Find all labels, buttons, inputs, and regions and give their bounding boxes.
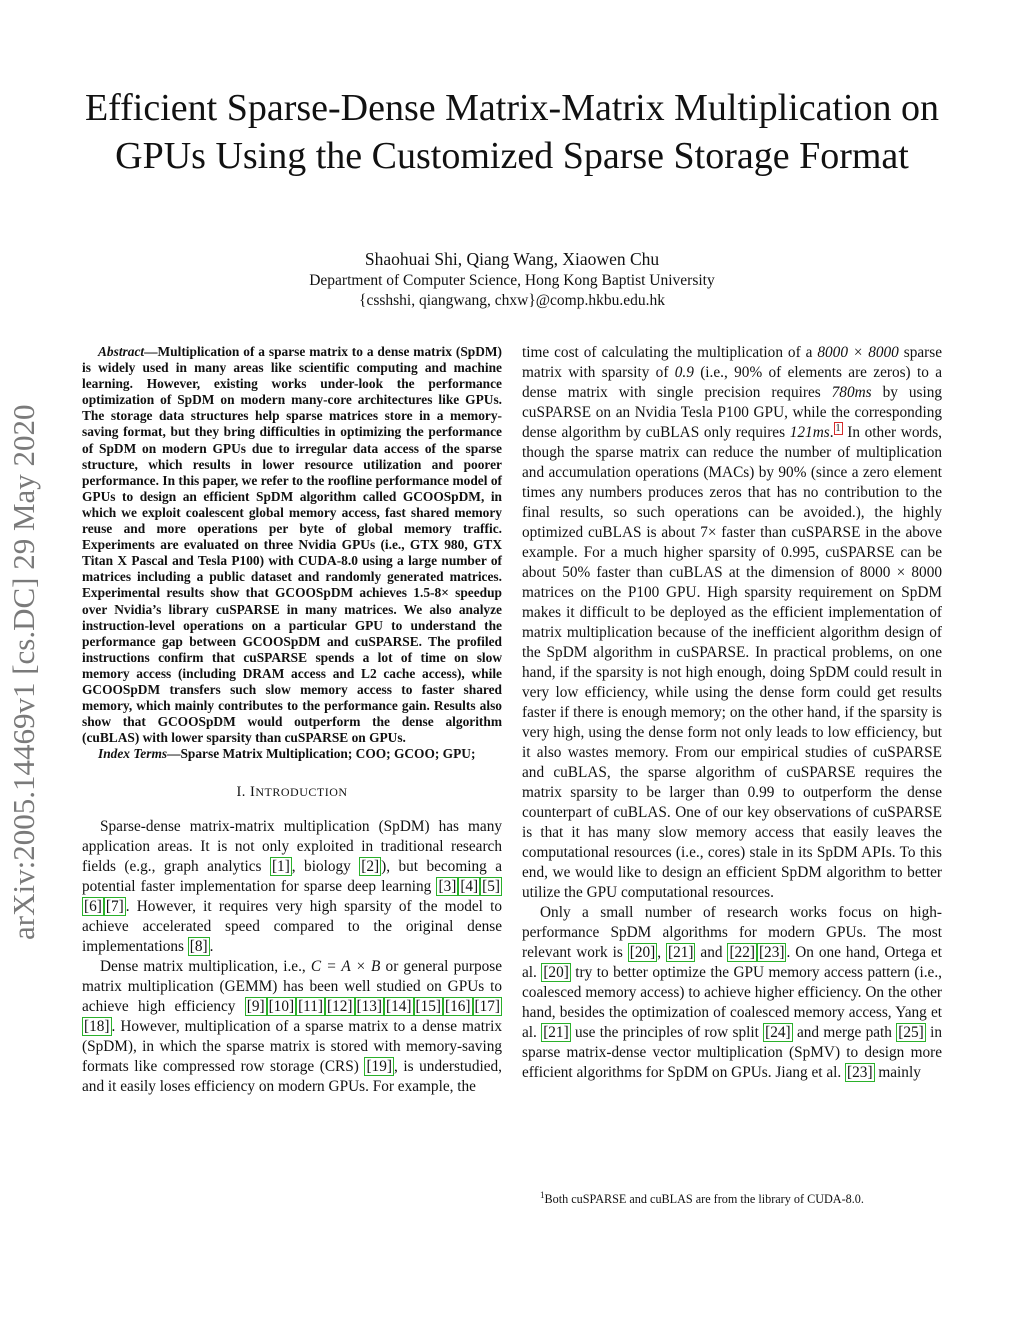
citation-link[interactable]: [14] [386,998,412,1016]
arxiv-identifier-stamp: arXiv:2005.14469v1 [cs.DC] 29 May 2020 [6,404,41,940]
text-run: and [695,944,728,961]
math-expression: 780ms [831,384,872,401]
text-run: , is understudied, and it easily loses efficiency on modern GPUs. For example, the [82,1058,502,1096]
citation-link[interactable]: [20] [543,964,569,981]
section-first-letter: I [250,784,256,801]
citation-link[interactable]: [23] [758,944,785,961]
text-run: Only a small number of research works focus on high-performance SpDM algorithms for modern GPUs. The most relevant work is [522,904,942,961]
citation-link[interactable]: [7] [105,898,124,916]
section-title-rest: NTRODUCTION [255,785,348,800]
citation-link[interactable]: [5] [482,878,500,896]
text-run: mainly [874,1064,921,1081]
affiliation: Department of Computer Science, Hong Kong Baptist University [309,272,715,289]
text-run: use the principles of row split [570,1024,764,1041]
text-run: faster than cuSPARSE in the above example. For a much higher sparsity of [522,524,942,561]
text-run: In other words, though the sparse matrix can reduce the number of multiplication and accumulation operations (MACs) by [522,424,942,481]
abstract [82,344,502,746]
text-run: . [209,938,214,956]
citation-link[interactable]: [20] [629,944,656,961]
intro-paragraph-4 [522,903,942,1083]
text-run: matrices on the P100 GPU. High sparsity requirement on SpDM makes it difficult to be deployed as the efficient implementation of matrix multiplication because of the inefficient algorithm design of the SpDM algorithm in cuSPARSE. In practical problems, on one hand, if the sparsity is not high enough, doing SpDM could result in very low efficiency, while using the dense form could get results faster if there is enough memory; on the other hand, if the sparsity is very high, using the dense form not only leads to low efficiency, but it also wastes memory. From our empirical studies of cuSPARSE and cuBLAS, the sparse algorithm of cuSPARSE requires the matrix sparsity to be larger than [522,584,942,801]
citation-link[interactable]: [9] [246,998,265,1016]
citation-link[interactable]: [13] [356,998,382,1016]
text-run: and merge path [792,1024,897,1041]
citation-link[interactable]: [24] [765,1024,791,1041]
text-run: faster than cuBLAS at the dimension of [590,564,860,581]
citation-link[interactable]: [4] [460,878,479,896]
math-expression: 8000 × 8000 [817,344,899,361]
text-run: try to better optimize the GPU memory access pattern (i.e., coalesced memory access) to achieve higher efficiency. On the other hand, besides the optimization of coalesced memory access, Yang et al. [522,964,942,1041]
text-run: . However, multiplication of a sparse matrix to a dense matrix (SpDM), in which the sparse matrix is stored with memory-saving formats like compressed row storage (CRS) [82,1018,502,1076]
citation-link[interactable]: [3] [438,878,457,896]
citation-link[interactable]: [19] [366,1058,392,1076]
citation-link[interactable]: [23] [847,1064,873,1081]
author-list: Shaohuai Shi, Qiang Wang, Xiaowen Chu [364,249,660,269]
text-run: or general purpose matrix multiplication (GEMM) has been well studied on GPUs to achieve high efficiency [82,958,502,1016]
text-run: . However, it requires very high sparsity of the model to achieve accelerated speed compared to the original dense implementations [82,898,502,956]
math-expression: 90% [778,464,807,481]
citation-link[interactable]: [10] [268,998,295,1016]
citation-link[interactable]: [2] [361,858,380,876]
index-terms [82,746,502,762]
left-column [82,344,502,1097]
footnote-text: Both cuSPARSE and cuBLAS are from the library of CUDA-8.0. [544,1192,864,1207]
math-expression: 7× [700,524,717,541]
citation-link[interactable]: [17] [474,998,500,1016]
math-expression: 0.9 [674,364,694,381]
intro-paragraph-1 [82,817,502,957]
footnote-mark: 1 [540,1190,545,1200]
citation-link[interactable]: [18] [84,1018,110,1036]
text-run: Dense matrix multiplication, i.e., [100,958,311,976]
paper-title: Efficient Sparse-Dense Matrix-Matrix Multiplication on GPUs Using the Customized Sparse Storage Format [84,87,940,177]
citation-link[interactable]: [21] [543,1024,569,1041]
text-run: (i.e., [693,364,735,381]
text-run: by using cuSPARSE on an Nvidia Tesla P100 GPU, while the corresponding dense algorithm by cuBLAS only requires [522,384,942,441]
citation-link[interactable]: [1] [271,858,290,876]
text-run: to outperform the dense counterpart of cuBLAS. One of our key observations of cuSPARSE is that it has many slow memory access that easily leaves the computational resources (i.e., cores) stale in its SpDM APIs. To this end, we would like to design an efficient SpDM algorithm to better utilize the GPU computational resources. [522,784,942,901]
author-emails: {csshshi, qiangwang, chxw}@comp.hkbu.edu.hk [359,292,665,309]
abstract-text: —Multiplication of a sparse matrix to a dense matrix (SpDM) is widely used in many areas like scientific computing and machine learning. However, existing works under-look the performance optimization of SpDM on modern many-core architectures like GPUs. The storage data structures help sparse matrices store in a memory-saving format, but they bring difficulties in optimizing the performance of SpDM on modern GPUs due to irregular data access of the sparse structure, which results in lower resource utilization and poorer performance. In this paper, we refer to the roofline performance model of GPUs to design an efficient SpDM algorithm called GCOOSpDM, in which we exploit coalescent global memory access, fast shared memory reuse and more operations per byte of global memory traffic. Experiments are evaluated on three Nvidia GPUs (i.e., GTX 980, GTX Titan X Pascal and Tesla P100) with CUDA-8.0 using a large number of matrices including a public dataset and randomly generated matrices. Experimental results show that GCOOSpDM achieves 1.5-8× speedup over Nvidia’s library cuSPARSE in many matrices. We also analyze instruction-level operations on a particular GPU to understand the performance gap between GCOOSpDM and cuSPARSE. The profiled instructions confirm that cuSPARSE spends a lot of time on slow memory access (including DRAM access and L2 cache access), while GCOOSpDM transfers such slow memory access to faster shared memory, which mainly contributes to the performance gain. Results also show that GCOOSpDM would outperform the dense algorithm (cuBLAS) with lower sparsity than cuSPARSE on GPUs. [82,344,502,746]
intro-paragraph-3 [522,343,942,903]
math-expression: 8000 × 8000 [859,564,943,581]
index-terms-label: Index Terms [98,746,168,762]
text-run: ), but becoming a potential faster implementation for sparse deep learning [82,858,502,896]
math-expression: 0.995 [780,544,816,561]
math-expression: 121ms [789,424,830,441]
text-run: (since a zero element times any numbers produces zeros that has no contribution to the final results, so such operations can be avoided.), the highly optimized cuBLAS is about [522,464,942,541]
text-run: . [829,424,834,441]
intro-paragraph-2 [82,957,502,1097]
abstract-label: Abstract [98,344,145,359]
text-run: , cuSPARSE can be about [522,544,942,581]
citation-link[interactable]: [12] [327,998,353,1016]
text-run: , [657,944,666,961]
right-column [522,343,942,1083]
citation-link[interactable]: [15] [415,998,441,1016]
citation-link[interactable]: [22] [729,944,755,961]
index-terms-text: —Sparse Matrix Multiplication; COO; GCOO; GPU; [167,746,476,762]
citation-link[interactable]: [8] [189,938,208,956]
text-run: of elements are zeros) to a dense matrix with single precision requires [522,364,942,401]
footnote [540,1188,960,1206]
citation-link[interactable]: [21] [667,944,694,961]
section-heading-introduction [82,784,502,801]
footnote-link[interactable]: 1 [835,422,841,434]
section-number: I. [236,784,251,801]
text-run: , biology [291,858,360,876]
text-run: in sparse matrix-dense vector multiplication (SpMV) to design more efficient algorithms for SpDM on GPUs. Jiang et al. [522,1024,942,1081]
text-run: time cost of calculating the multiplication of a [522,344,818,361]
citation-link[interactable]: [11] [298,998,323,1016]
citation-link[interactable]: [16] [445,998,471,1016]
text-run: Sparse-dense matrix-matrix multiplication (SpDM) has many application areas. It is not only exploited in traditional research fields (e.g., graph analytics [82,818,502,876]
citation-link[interactable]: [25] [898,1024,924,1041]
math-expression: 50% [562,564,591,581]
text-run: sparse matrix with sparsity of [522,344,942,381]
text-run: . On one hand, Ortega et al. [522,944,942,981]
math-expression: 0.99 [747,784,775,801]
math-expression: C = A × B [310,958,381,976]
citation-link[interactable]: [6] [84,898,102,916]
math-expression: 90% [734,364,763,381]
